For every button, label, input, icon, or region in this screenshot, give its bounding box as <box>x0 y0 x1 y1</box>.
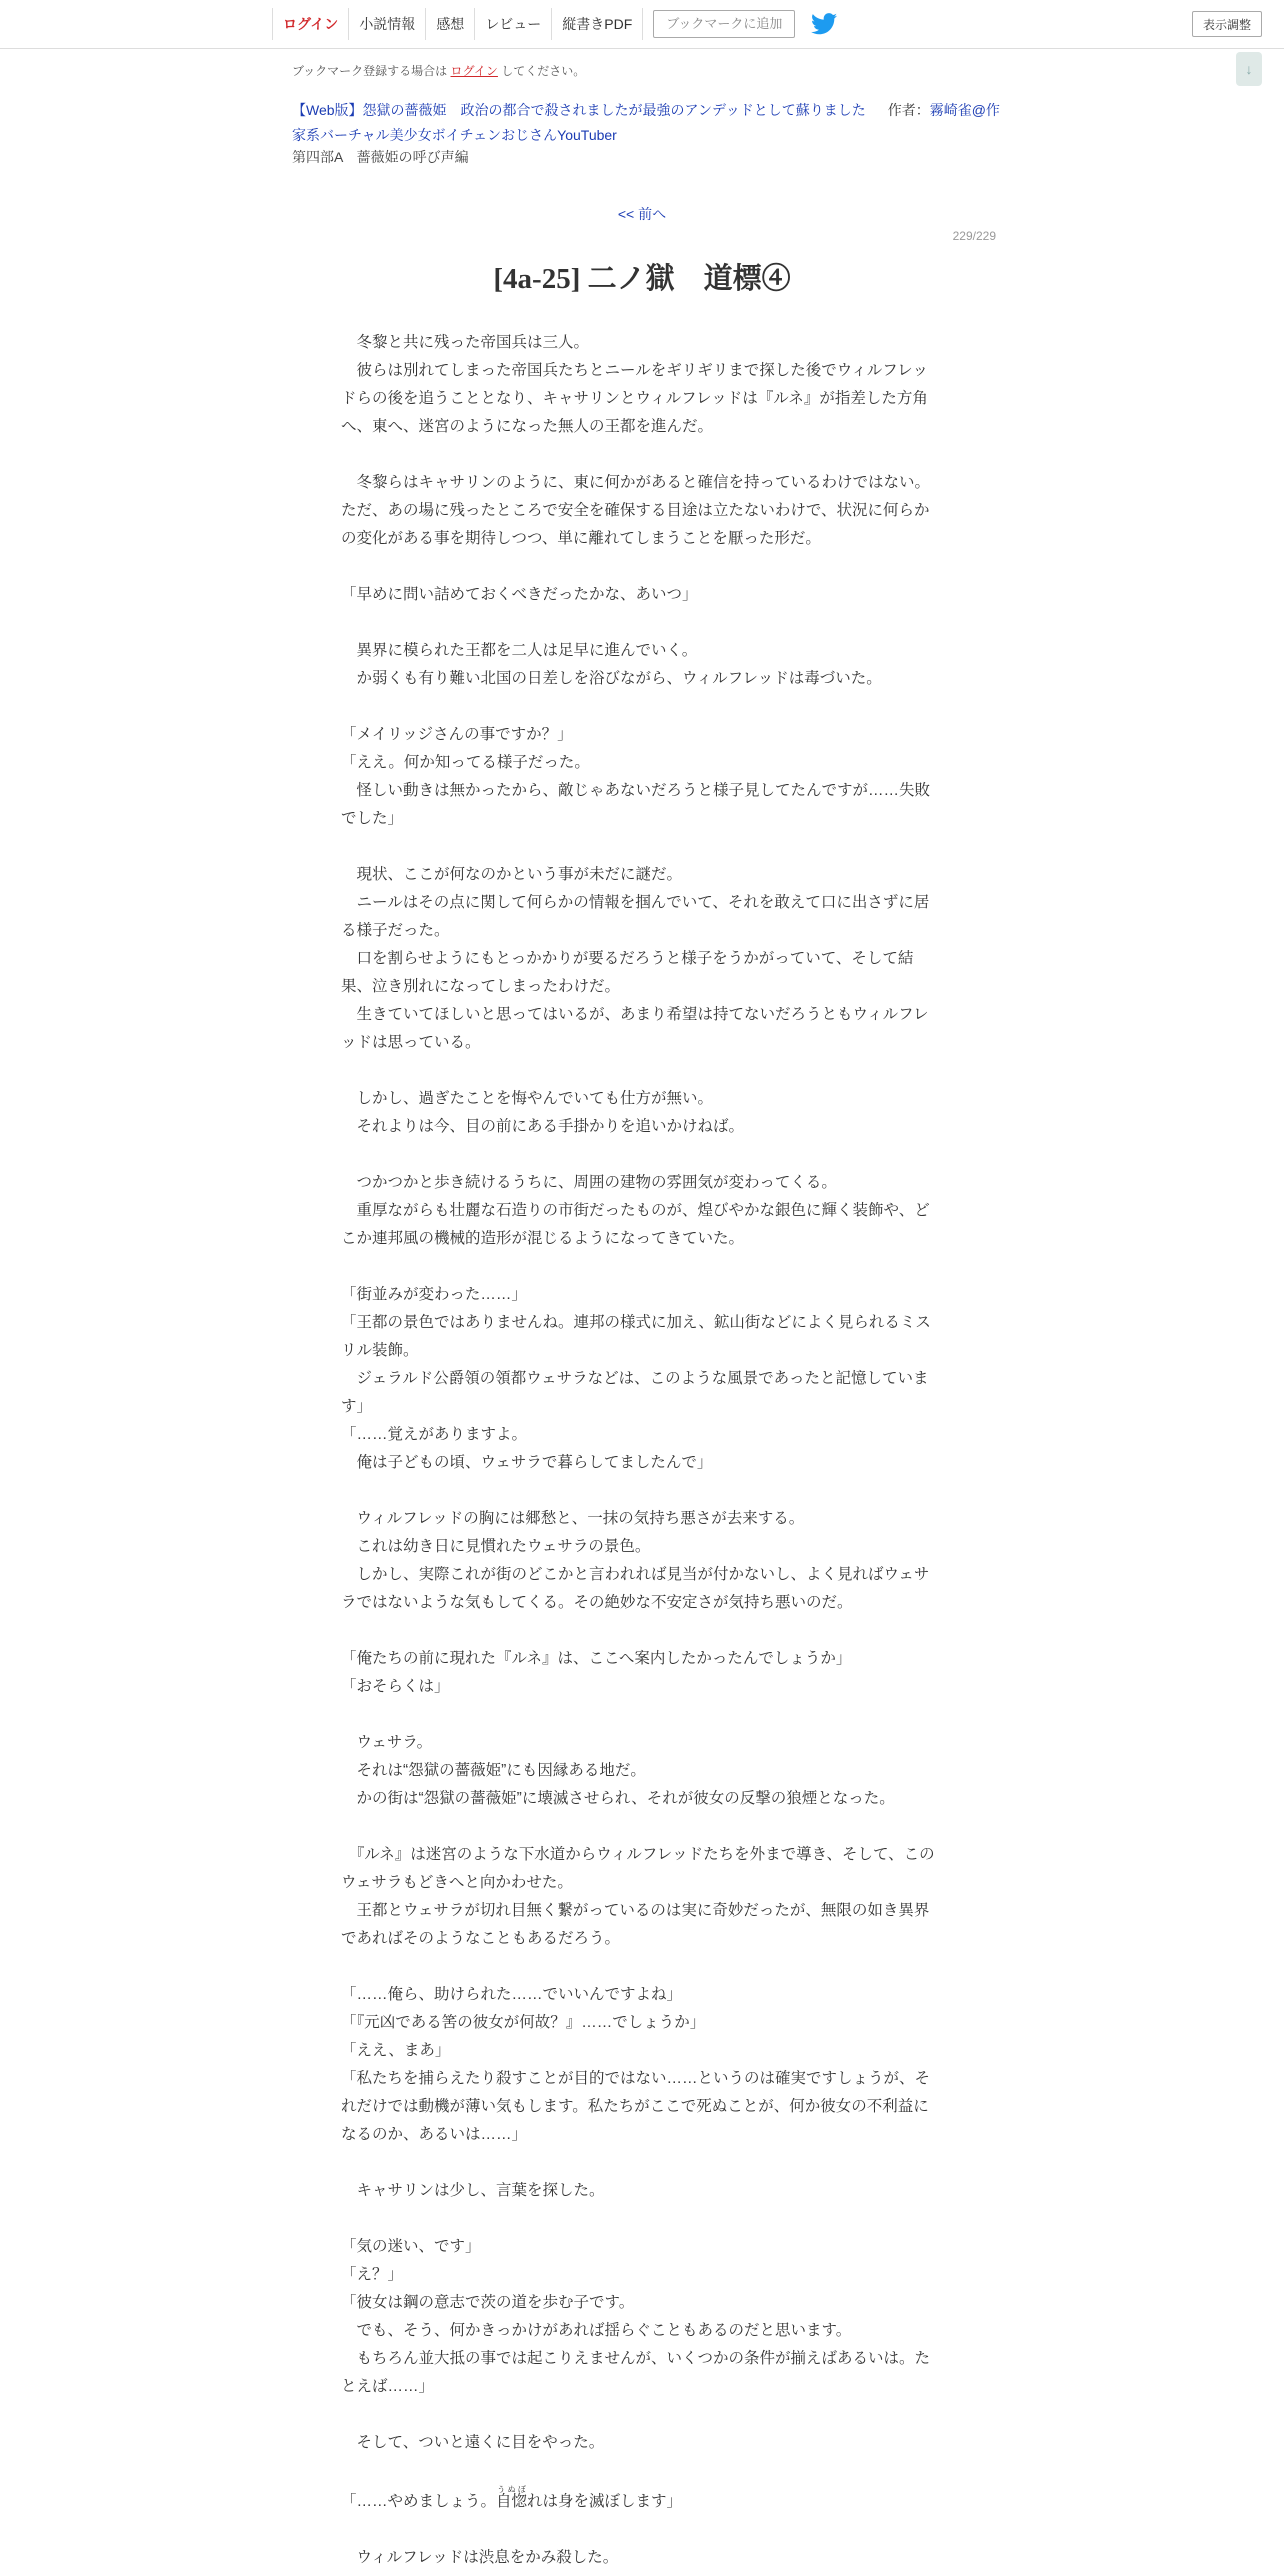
paragraph: 「メイリッジさんの事ですか？」 <box>341 726 573 743</box>
paragraph: 「え？」 <box>341 2266 404 2283</box>
paragraph: 王都とウェサラが切れ目無く繋がっているのは実に奇妙だったが、無限の如き異界であればそのようなこともあるだろう。 <box>341 1902 930 1947</box>
blank-line <box>341 1057 941 1085</box>
blank-line <box>341 833 941 861</box>
paragraph: 彼らは別れてしまった帝国兵たちとニールをギリギリまで探した後でウィルフレッドらの後を追うこととなり、キャサリンとウィルフレッドは『ルネ』が指差した方角へ、東へ、迷宮のようになった無人の王都を進んだ。 <box>341 362 928 435</box>
novel-body <box>341 329 941 2572</box>
blank-line <box>341 441 941 469</box>
blank-line <box>341 553 941 581</box>
nav-novel-info[interactable]: 小説情報 <box>348 8 425 40</box>
paragraph: 「気の迷い、です」 <box>341 2238 481 2255</box>
paragraph: 「彼女は鋼の意志で茨の道を歩む子です。 <box>341 2294 635 2311</box>
add-bookmark-button[interactable]: ブックマークに追加 <box>653 10 795 38</box>
paragraph: 「ええ、まあ」 <box>341 2042 451 2059</box>
author-link[interactable]: 霧崎雀@作家系バーチャル美少女ボイチェンおじさんYouTuber <box>292 102 1000 143</box>
paragraph: 「……俺ら、助けられた……でいいんですよね」 <box>341 1986 683 2003</box>
nav-menu <box>272 8 837 40</box>
paragraph: これは幼き日に見慣れたウェサラの景色。 <box>341 1538 651 1555</box>
ruby-reading: うぬぼ <box>496 2485 528 2494</box>
paragraph: かの街は“怨獄の薔薇姫”に壊滅させられ、それが彼女の反撃の狼煙となった。 <box>341 1790 895 1807</box>
nav-review[interactable]: レビュー <box>474 8 551 40</box>
paragraph: 『ルネ』は迷宮のような下水道からウィルフレッドたちを外まで導き、そして、このウェサラもどきへと向かわせた。 <box>341 1846 935 1891</box>
nav-impressions[interactable]: 感想 <box>425 8 474 40</box>
paragraph: 生きていてほしいと思ってはいるが、あまり希望は持てないだろうともウィルフレッドは思っている。 <box>341 1006 929 1051</box>
blank-line <box>341 1253 941 1281</box>
blank-line <box>341 1141 941 1169</box>
top-bar <box>0 0 1284 49</box>
paragraph-with-ruby <box>341 2485 941 2516</box>
paragraph: 重厚ながらも壮麗な石造りの市街だったものが、煌びやかな銀色に輝く装飾や、どこか連邦風の機械的造形が混じるようになってきていた。 <box>341 1202 930 1247</box>
paragraph: それよりは今、目の前にある手掛かりを追いかけねば。 <box>341 1118 745 1135</box>
notice-suffix: してください。 <box>501 64 586 78</box>
notice-prefix: ブックマーク登録する場合は <box>292 64 448 78</box>
paragraph: それは“怨獄の薔薇姫”にも因縁ある地だ。 <box>341 1762 646 1779</box>
paragraph: ニールはその点に関して何らかの情報を掴んでいて、それを敢えて口に出さずに居る様子だった。 <box>341 894 930 939</box>
paragraph: 冬黎と共に残った帝国兵は三人。 <box>341 334 590 351</box>
blank-line <box>341 1701 941 1729</box>
ruby-base: 自惚 <box>496 2493 528 2510</box>
paragraph: 「早めに問い詰めておくべきだったかな、あいつ」 <box>341 586 698 603</box>
author-label: 作者： <box>887 102 930 118</box>
paragraph: そして、ついと遠くに目をやった。 <box>341 2434 605 2451</box>
paragraph: キャサリンは少し、言葉を探した。 <box>341 2182 605 2199</box>
paragraph: か弱くも有り難い北国の日差しを浴びながら、ウィルフレッドは毒づいた。 <box>341 670 882 687</box>
prev-page-link[interactable]: << 前へ <box>617 206 667 222</box>
paragraph: 「『元凶である筈の彼女が何故？』……でしょうか」 <box>341 2014 706 2031</box>
nav-vertical-pdf[interactable]: 縦書きPDF <box>551 8 643 40</box>
twitter-icon[interactable] <box>811 13 837 35</box>
paragraph: 「……覚えがありますよ。 <box>341 1426 528 1443</box>
blank-line <box>341 2205 941 2233</box>
blank-line <box>341 1953 941 1981</box>
series-header <box>292 98 1012 148</box>
blank-line <box>341 609 941 637</box>
notice-login-link[interactable]: ログイン <box>450 64 498 78</box>
paragraph: 口を割らせようにもとっかかりが要るだろうと様子をうかがっていて、そして結果、泣き別れになってしまったわけだ。 <box>341 950 914 995</box>
scroll-down-button[interactable]: ↓ <box>1236 52 1262 86</box>
paragraph: ウィルフレッドは渋息をかみ殺した。 <box>341 2549 619 2566</box>
paragraph: 「街並みが変わった……」 <box>341 1286 527 1303</box>
paragraph: ウェサラ。 <box>341 1734 433 1751</box>
paragraph: 怪しい動きは無かったから、敵じゃあないだろうと様子見してたんですが……失敗でした」 <box>341 782 931 827</box>
paragraph: しかし、過ぎたことを悔やんでいても仕方が無い。 <box>341 1090 714 1107</box>
paragraph: もちろん並大抵の事では起こりえませんが、いくつかの条件が揃えばあるいは。たとえば……」 <box>341 2350 931 2395</box>
paragraph: 俺は子どもの頃、ウェサラで暮らしてましたんで」 <box>341 1454 713 1471</box>
paragraph: しかし、実際これが街のどこかと言われれば見当が付かないし、よく見ればウェサラではないような気もしてくる。その絶妙な不安定さが気持ち悪いのだ。 <box>341 1566 930 1611</box>
paragraph: ウィルフレッドの胸には郷愁と、一抹の気持ち悪さが去来する。 <box>341 1510 805 1527</box>
paragraph: でも、そう、何かきっかけがあれば揺らぐこともあるのだと思います。 <box>341 2322 852 2339</box>
blank-line <box>341 2516 941 2544</box>
paragraph: つかつかと歩き続けるうちに、周囲の建物の雰囲気が変わってくる。 <box>341 1174 837 1191</box>
nav-login[interactable]: ログイン <box>272 8 348 40</box>
blank-line <box>341 2149 941 2177</box>
blank-line <box>341 693 941 721</box>
paragraph: 冬黎らはキャサリンのように、東に何かがあると確信を持っているわけではない。ただ、あの場に残ったところで安全を確保する目途は立たないわけで、状況に何らかの変化がある事を期待しつつ、単に離れてしまうことを厭った形だ。 <box>341 474 931 547</box>
paragraph: 異界に模られた王都を二人は足早に進んでいく。 <box>341 642 698 659</box>
bookmark-notice <box>292 62 585 79</box>
paragraph: 「俺たちの前に現れた『ルネ』は、ここへ案内したかったんでしょうか」 <box>341 1650 852 1667</box>
page-count: 229/229 <box>952 229 996 243</box>
paragraph: 「ええ。何か知ってる様子だった。 <box>341 754 590 771</box>
blank-line <box>341 1477 941 1505</box>
blank-line <box>341 1813 941 1841</box>
paragraph: ジェラルド公爵領の領都ウェサラなどは、このような風景であったと記憶しています」 <box>341 1370 929 1415</box>
paragraph: 「王都の景色ではありませんね。連邦の様式に加え、鉱山街などによく見られるミスリル装飾。 <box>341 1314 931 1359</box>
blank-line <box>341 2401 941 2429</box>
blank-line <box>341 2457 941 2485</box>
paragraph: 「おそらくは」 <box>341 1678 450 1695</box>
blank-line <box>341 1617 941 1645</box>
chapter-label: 第四部A 薔薇姫の呼び声編 <box>292 149 469 165</box>
paragraph: 現状、ここが何なのかという事が未だに謎だ。 <box>341 866 683 883</box>
ruby-before: 「……やめましょう。 <box>341 2493 497 2510</box>
ruby-word <box>496 2485 528 2510</box>
paragraph: 「私たちを捕らえたり殺すことが目的ではない……というのは確実ですしょうが、それだけでは動機が薄い気もします。私たちがここで死ぬことが、何か彼女の不利益になるのか、あるいは……」 <box>341 2070 931 2143</box>
episode-title: [4a-25] 二ノ獄 道標④ <box>493 263 791 295</box>
series-title-link[interactable]: 【Web版】怨獄の薔薇姫 政治の都合で殺されましたが最強のアンデッドとして蘇りました <box>292 102 866 118</box>
display-settings-button[interactable]: 表示調整 <box>1192 11 1262 37</box>
ruby-after: れは身を滅ぼします」 <box>527 2493 683 2510</box>
